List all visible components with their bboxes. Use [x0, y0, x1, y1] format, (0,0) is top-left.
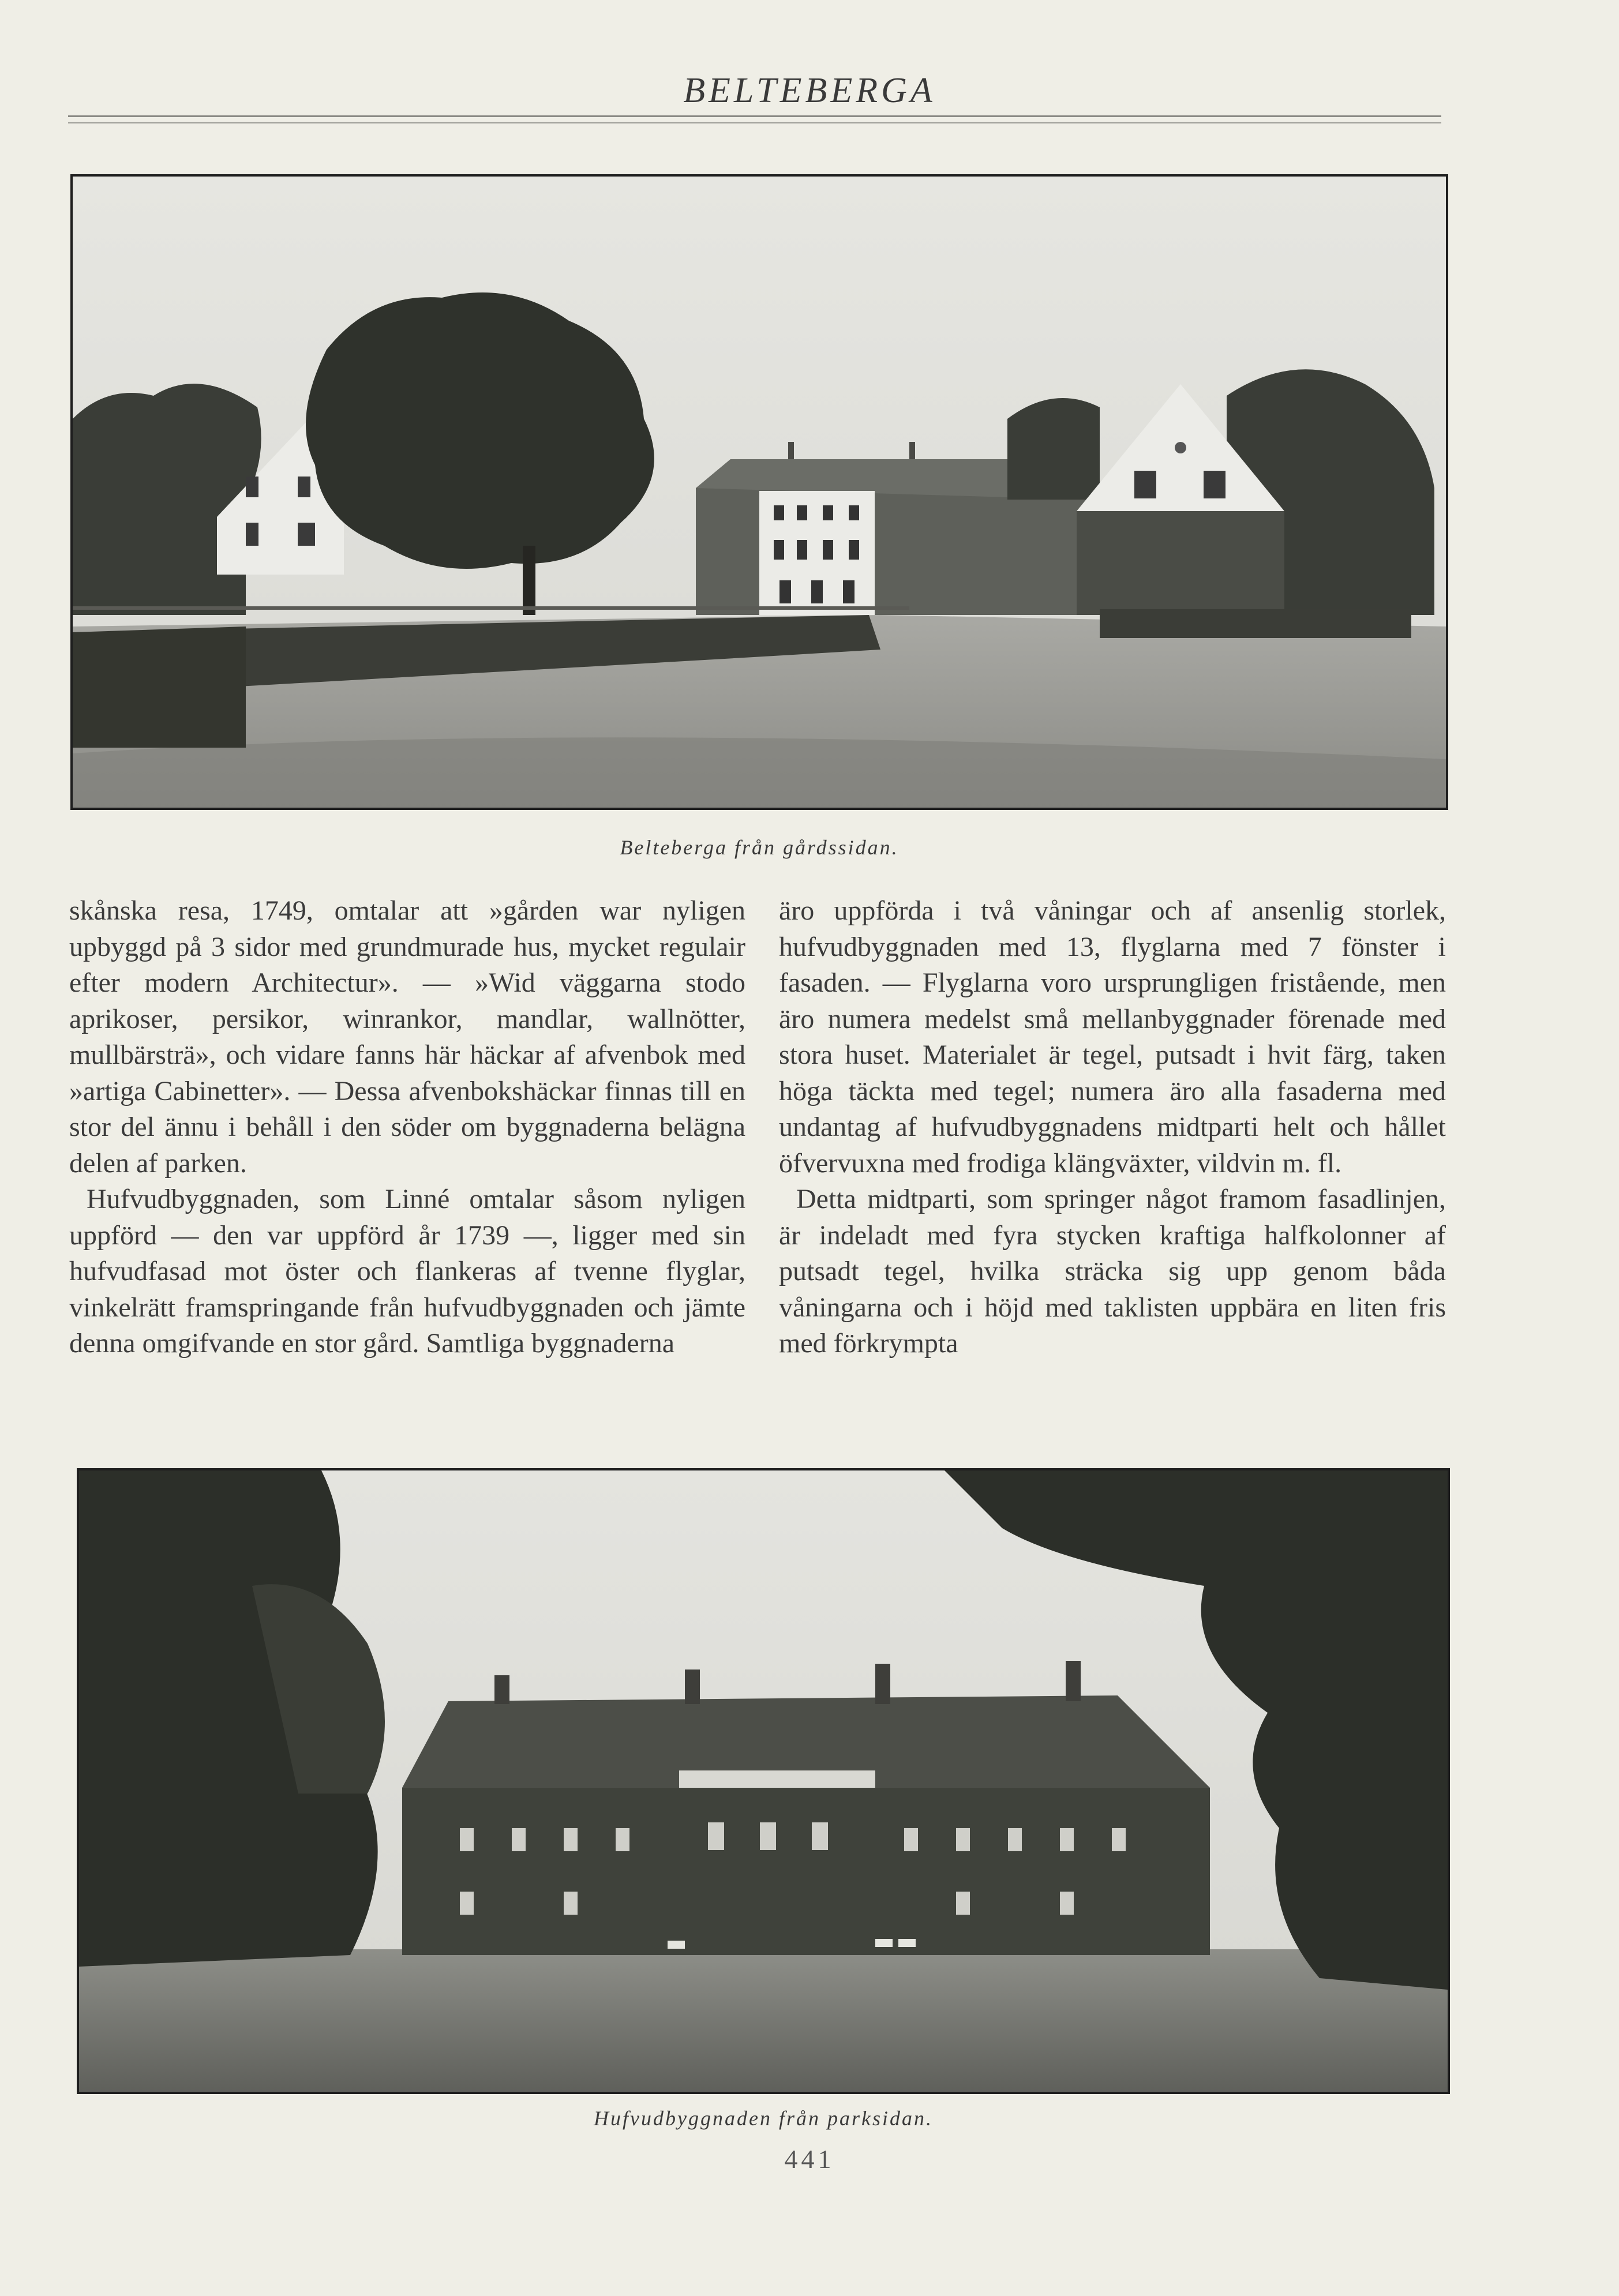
figure-caption-2: Hufvudbyggnaden från parksidan. [594, 2107, 933, 2130]
photo-park-side [77, 1468, 1450, 2094]
page-number: 441 [784, 2144, 835, 2174]
paragraph: äro uppförda i två våningar och af ansenlig storlek, hufvudbyggnaden med 13, flyglarna med 7 fönster i fasaden. — Flyglarna voro ursprungligen fristående, men äro numera medelst små mellanbyggnader förenade med stora huset. Materialet är tegel, putsadt i hvit färg, taken höga täckta med tegel; numera äro alla fasaderna med undantag af hufvudbyggnadens midtparti helt och hållet öfvervuxna med frodiga klängväxter, vildvin m. fl. [779, 895, 1446, 1179]
photo-courtyard [70, 174, 1448, 810]
header-rule-thin [68, 122, 1441, 123]
text-column-right [779, 893, 1446, 1362]
paragraph: Detta midtparti, som springer något framom fasadlinjen, är indeladt med fyra stycken kraftiga halfkolonner af putsadt tegel, hvilka sträcka sig upp genom båda våningarna och i höjd med taklisten uppbära en liten fris med förkrympta [779, 1184, 1446, 1359]
running-title: BELTEBERGA [683, 71, 936, 110]
text-column-left [69, 893, 745, 1362]
figure-caption-1: Belteberga från gårdssidan. [620, 836, 899, 859]
paragraph: skånska resa, 1749, omtalar att »gården war nyligen upbyggd på 3 sidor med grundmurade hus, mycket regulair efter modern Architectur». — »Wid väggarna stodo aprikoser, persikor, winrankor, mandlar, wallnötter, mullbärsträ», och vidare fanns här häckar af afvenbok med »artiga Cabinetter». — Dessa afvenbokshäckar finnas till en stor del ännu i behåll i den söder om byggnaderna belägna delen af parken. [69, 895, 745, 1179]
paragraph: Hufvudbyggnaden, som Linné omtalar såsom nyligen uppförd — den var uppförd år 1739 —, ligger med sin hufvudfasad mot öster och flankeras af tvenne flyglar, vinkelrätt framspringande från hufvudbyggnaden och jämte denna omgifvande en stor gård. Samtliga byggnaderna [69, 1184, 745, 1359]
header-rule [68, 115, 1441, 117]
